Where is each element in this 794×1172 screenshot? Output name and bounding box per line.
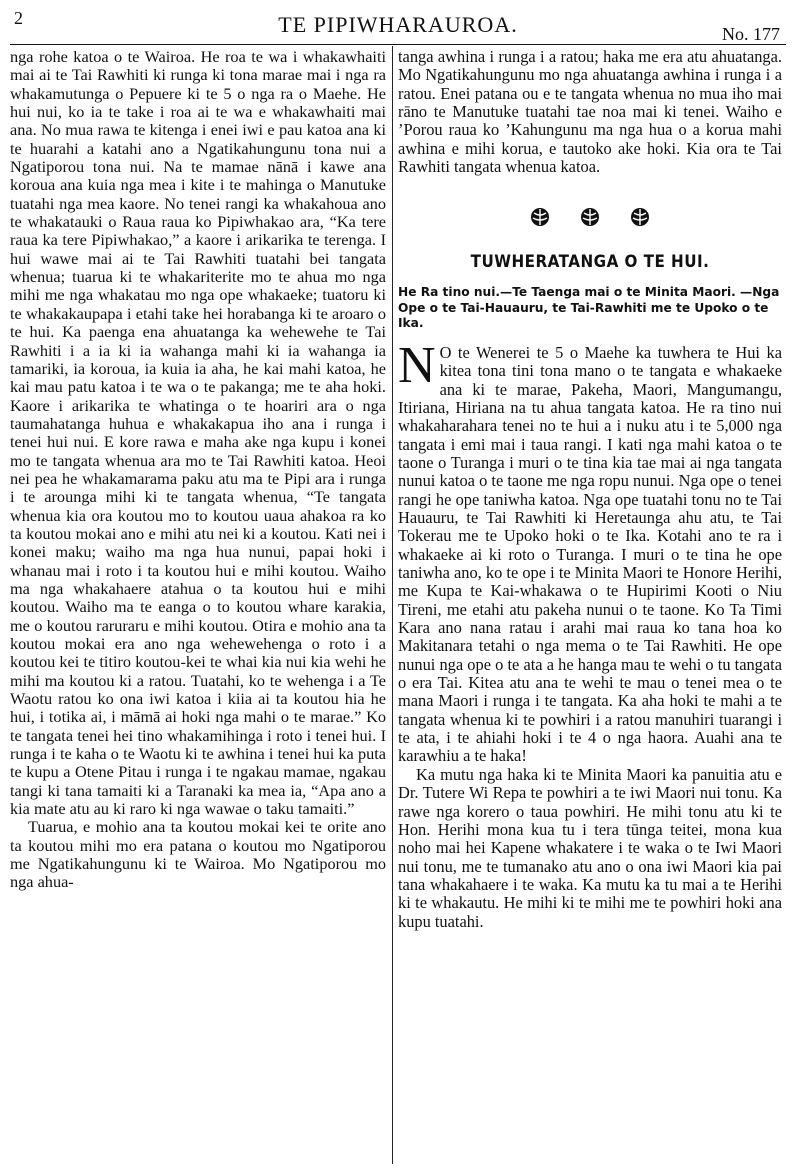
fern-ornament-icon xyxy=(629,206,651,233)
header-rule xyxy=(10,44,786,45)
fern-ornament-icon xyxy=(579,206,601,233)
article-headline: TUWHERATANGA O TE HUI. xyxy=(470,252,710,272)
body-paragraph: nga rohe katoa o te Wairoa. He roa te wa i whakawhaiti mai ai te Tai Rawhiti ki runga ki tona marae mai i nga ra whakamutunga o Pepuere ki te 5 o nga ra o Maehe. He hui nui, ko ia te take i roa ai te wa e whakawhaiti mai ana. No mua rawa te kitenga i enei iwi e pau katoa ana ki te huarahi a katahi ano a Ngatikahungunu tona nui a Ngatiporou tona nui. Na te mamae nānā i kawe ana koroua ana kuia nga mea i kite i te mahinga o Manutuke tuatahi nga mea kaore. No tenei rangi ka whakahoua ano te whakatauki o Raua raua ko Pipiwhakao ara, “Ka tere raua ka tere Pipiwhakao,” a kaore i arikarika te terenga. I hui wawe mai ai te Tai Rawhiti tuatahi bei tangata whenua; tuarua ki te whakariterite mo te ahua mo nga mihi me nga whakatau mo nga ope whakaeke; tuatoru ki te whakakaupapa i etahi take hei horabanga ki te aroaro o te hui. Ka paenga ena ahuatanga ka wehewehe te Tai Rawhiti i a ia ki ia wahanga mahi ki ia wahanga ia tamariki, ia koroua, ia kuia ia aha, he kai mahi katoa, he kai mau patu katoa i te wa o te pakanga; me te aha hoki. Kaore i arikarika te whatinga o te hoariri ara o nga taumahatanga huhua e whakakapua iho ana i runga i tenei hui nui. E kore rawa e maha ake nga kupu i konei mo te tangata whenua ara mo te Tai Rawhiti katoa. Heoi nei pea he whakamarama paku atu ma te Pipi ara i runga i te arounga mihi ki te tangata whenua, “Te tangata whenua kia ora koutou mo to koutou uaua ahakoa ra ko ta koutou mokai ano e mihi atu nei ki a koutou. Kati nei i konei maku; waiho ma nga hua nunui, papai hoki i whanau mai i roto i ta koutou hui e mihi koutou. Waiho ma nga whakahaere atahua o ta koutou hui e mihi koutou. Waiho ma te eanga o to koutou whare karakia, me o koutou raruraru e mihi koutou. Otira e mohio ana ta koutou mokai era ano nga wehewehenga o roto i a koutou kei te titiro koutou-kei te whai kia nui kia wehi he mihi ma koutou ki a ratou. Tuatahi, ko te wehenga i a Te Waotu ratou ko ona iwi katoa i kiia ai ta koutou hia he hui, i totika ai, i māmā ai hoki nga mahi o te marae.” Ko te tangata tenei hei tino whakamihinga i roto i tenei hui. I runga i te kaha o te Waotu ki te awhina i tenei hui ka puta te kupu a Otene Pitau i runga i te ngakau mamae, ngakau tangi ki tana tamaiti ki a Taranaki ka mea ia, “Apa ano a kia mate atu au ki raro ki nga wawae o taku tamaiti.” xyxy=(10,47,386,819)
body-paragraph: tanga awhina i runga i a ratou; haka me era atu ahuatanga. Mo Ngatikahungunu mo nga ahuatanga awhina i runga i a ratou. Enei patana ou e te tangata whenua no mua iho mai rāno te Manutuke tuatahi tae noa mai ki tenei. Waiho e ’Porou raua ko ’Kahungunu ma nga hua o a korua mahi awhina e mihi korua, e tautoko ake hoki. Kia ora te Tai Rawhiti tangata whenua katoa. xyxy=(398,47,782,177)
body-paragraph: Tuarua, e mohio ana ta koutou mokai kei te orite ano ta koutou mihi mo era patana o koutou mo Ngatiporou me Ngatikahungunu ki te Wairoa. Mo Ngatiporou mo nga ahua- xyxy=(10,817,386,892)
left-column xyxy=(10,48,386,892)
article-paragraph xyxy=(398,336,782,766)
article-text: O te Wenerei te 5 o Maehe ka tuwhera te Hui ka kitea tona tini tona mano o te tangata e whakaeke ana ki te marae, Pakeha, Maori, Mangumangu, Itiriana, Hiriana na tu ahua tangata katoa. He ra tino nui whakaharahara tenei no te hui a i nuku atu i te 5,000 nga tangata i emi mai i taua rangi. I kati nga mahi katoa o te taone o Turanga i muri o te tina kia tae mai ai nga tangata nunui katoa o te taone me nga ropu nunui. Nga ope o tenei rangi he ope taniwha katoa. Nga ope tuatahi tonu no te Tai Hauauru, te Tai Rawhiti ki Heretaunga ahu atu, te Tai Tokerau me te Upoko hoki o te Ika. Kotahi ano te ra i whakaeke ai ki roto o Turanga. I muri o te tina he ope taniwha ano, ko te ope i te Minita Maori te Honore Herihi, me Kupa te Kai-whakawa o te Hupirimi Kooti o Niu Tireni, me etahi atu pakeha nunui o te taone. Ko Ta Timi Kara ano nana ratau i arahi mai raua ko tana hoa ko Makitanara tetahi o nga mema o te Tai Rawhiti. He ope nunui nga ope o te ata a he hanga mau te wehi o tu tangata o era Tai. Kitea atu ana te wehi te mau o tenei mea o te mana Maori i runga i te tangata. Ka aha hoki te mahi a te tangata whenua ki te powhiri i a ratou manuhiri tuarangi i te ata, i te ahiahi hoki i te 4 o nga haora. Auahi ana te karawhiu a te haka! xyxy=(398,342,782,766)
newspaper-title: TE PIPIWHARAUROA. xyxy=(278,12,518,37)
column-divider xyxy=(392,46,393,1164)
issue-number: No. 177 xyxy=(722,24,780,44)
page-number: 2 xyxy=(14,8,23,28)
drop-cap: N xyxy=(398,336,436,394)
ornament-row xyxy=(398,206,782,230)
right-column xyxy=(398,48,782,931)
fern-ornament-icon xyxy=(529,206,551,233)
page-header xyxy=(10,6,786,46)
article-subheading: He Ra tino nui.—Te Taenga mai o te Minita Maori. —Nga Ope o te Tai-Hauauru, te Tai-Rawhiti me te Upoko o te Ika. xyxy=(398,285,780,331)
article-paragraph: Ka mutu nga haka ki te Minita Maori ka panuitia atu e Dr. Tutere Wi Repa te powhiri a te iwi Maori nui tonu. Ka rawe nga korero o taua powhiri. He mihi tonu atu ki te Hon. Herihi mona kua tu i tera tūnga teitei, mona kua noho mai hei Kapene whakatere i te waka o te Iwi Maori nui tonu, me te tumanako atu ano o ona iwi Maori kia pai tana whakahaere i te waka. Ka mutu ka tu mai a te Herihi ki te whakautu. He mihi ki te mihi me te powhiri hoki ana kupu tuatahi. xyxy=(398,764,782,931)
